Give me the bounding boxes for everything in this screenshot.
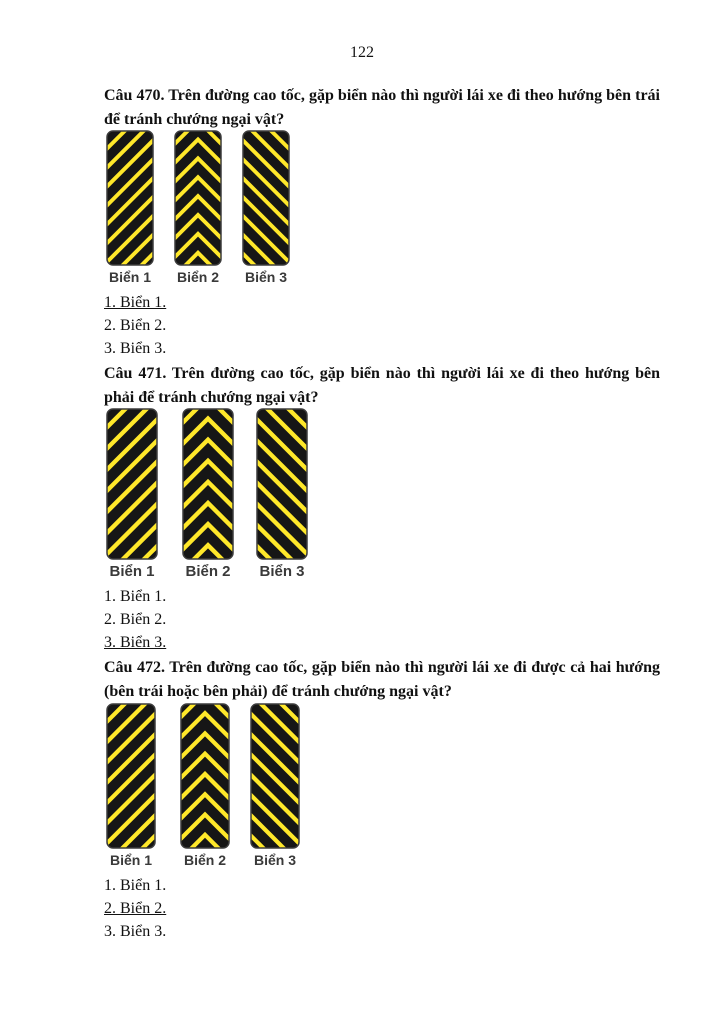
answer-option-1[interactable]: 1. Biển 1.	[104, 294, 167, 311]
sign-label-1: Biển 1	[109, 563, 155, 580]
question-470	[104, 84, 660, 132]
hazard-sign-2	[174, 130, 222, 271]
hazard-sign-1	[106, 130, 154, 271]
answer-option-3[interactable]: 3. Biển 3.	[104, 340, 167, 357]
sign-label-2: Biển 2	[183, 852, 226, 868]
hazard-sign-3	[256, 408, 308, 565]
question-number: Câu 471.	[104, 365, 167, 382]
answer-option-2[interactable]: 2. Biển 2.	[104, 900, 167, 917]
hazard-sign-2	[180, 703, 230, 854]
question-number: Câu 472.	[104, 659, 166, 676]
question-text: Trên đường cao tốc, gặp biển nào thì người lái xe đi được cả hai hướng (bên trái hoặc bên phải) để tránh chướng ngại vật?	[104, 659, 661, 700]
sign-label-3: Biển 3	[244, 269, 287, 285]
sign-label-3: Biển 3	[253, 852, 296, 868]
answer-option-2[interactable]: 2. Biển 2.	[104, 611, 167, 628]
question-471	[104, 362, 660, 410]
question-text: Trên đường cao tốc, gặp biển nào thì người lái xe đi theo hướng bên phải để tránh chướng ngại vật?	[104, 365, 661, 406]
hazard-sign-3	[250, 703, 300, 854]
hazard-sign-1	[106, 703, 156, 854]
sign-label-2: Biển 2	[176, 269, 219, 285]
answer-option-3[interactable]: 3. Biển 3.	[104, 923, 167, 940]
sign-label-1: Biển 1	[108, 269, 151, 285]
question-472	[104, 656, 660, 704]
sign-label-3: Biển 3	[259, 563, 305, 580]
answer-option-1[interactable]: 1. Biển 1.	[104, 588, 167, 605]
answer-option-1[interactable]: 1. Biển 1.	[104, 877, 167, 894]
question-number: Câu 470.	[104, 87, 165, 104]
answer-option-3[interactable]: 3. Biển 3.	[104, 634, 167, 651]
answer-option-2[interactable]: 2. Biển 2.	[104, 317, 167, 334]
question-text: Trên đường cao tốc, gặp biển nào thì người lái xe đi theo hướng bên trái để tránh chướng ngại vật?	[104, 87, 661, 128]
sign-label-1: Biển 1	[109, 852, 152, 868]
hazard-sign-3	[242, 130, 290, 271]
hazard-sign-1	[106, 408, 158, 565]
page-number: 122	[350, 44, 374, 61]
sign-label-2: Biển 2	[185, 563, 231, 580]
hazard-sign-2	[182, 408, 234, 565]
